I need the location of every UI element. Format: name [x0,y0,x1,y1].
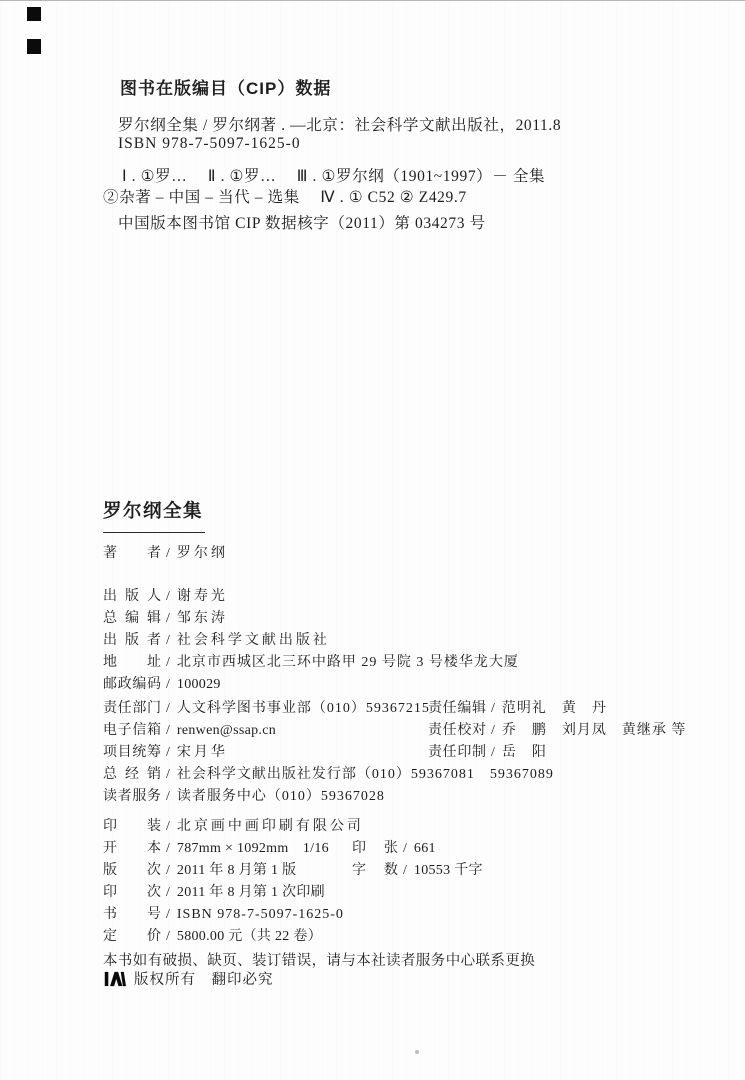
damage-replacement-notice: 本书如有破损、缺页、装订错误，请与本社读者服务中心联系更换 [103,953,536,969]
info-row-reader-service [103,786,723,808]
row-label: 书号 [103,907,161,922]
info-row-print-supervisor [428,742,547,764]
row-separator: / [166,677,170,692]
info-row-coordinator [103,742,723,764]
row-label: 总编辑 [103,611,161,626]
copyright-text: 版权所有 翻印必究 [134,972,274,988]
row-label: 责任校对 [428,723,486,738]
row-separator: / [166,546,170,561]
row-label: 出版人 [103,589,161,604]
row-value: 661 [413,841,436,856]
row-label: 项目统筹 [103,745,161,760]
row-value: 北京市西城区北三环中路甲 29 号院 3 号楼华龙大厦 [176,655,519,670]
row-separator: / [166,611,170,626]
row-value: 社会科学文献出版社发行部（010）59367081 59367089 [176,767,554,782]
row-label: 著者 [103,546,161,561]
publisher-colophon-logo-icon [103,971,126,987]
row-value: 谢寿光 [176,589,228,604]
info-row-impression [103,882,723,904]
row-separator: / [166,655,170,670]
info-row-distributor [103,764,723,786]
row-value: 2011 年 8 月第 1 版 [176,863,297,878]
row-separator: / [491,745,495,760]
cip-classification-line-1: Ⅰ . ①罗… Ⅱ . ①罗… Ⅲ . ①罗尔纲（1901~1997）－ 全集 [122,168,546,185]
row-separator: / [403,841,407,856]
row-separator: / [166,863,170,878]
row-label: 电子信箱 [103,723,161,738]
row-value: 10553 千字 [413,863,483,878]
row-label: 印张 [352,841,398,856]
row-separator: / [166,723,170,738]
row-value: 社会科学文献出版社 [176,633,330,648]
info-row-proofreader [428,720,686,742]
info-row-editor [428,698,607,720]
row-label: 印次 [103,885,161,900]
row-separator: / [166,907,170,922]
cip-record-number-line: 中国版本图书馆 CIP 数据核字（2011）第 034273 号 [118,215,486,232]
row-value: 人文科学图书事业部（010）59367215 [176,701,430,716]
scan-speck [415,1050,419,1054]
cip-classification-line-2: ②杂著 – 中国 – 当代 – 选集 Ⅳ . ① C52 ② Z429.7 [103,189,467,206]
row-label: 地址 [103,655,161,670]
info-row-email [103,720,723,742]
printing-section [103,816,723,948]
row-separator: / [491,701,495,716]
row-separator: / [166,841,170,856]
row-separator: / [166,767,170,782]
row-label: 总经销 [103,767,161,782]
copyright-line [103,968,274,989]
row-separator: / [166,789,170,804]
author-section [103,543,723,565]
info-row-edition [103,860,723,882]
row-separator: / [491,723,495,738]
responsibility-section [103,698,723,808]
row-label: 版次 [103,863,161,878]
info-row-department [103,698,723,720]
book-title: 罗尔纲全集 [103,497,205,533]
row-value: 5800.00 元（共 22 卷） [176,929,322,944]
publisher-section [103,586,723,696]
row-separator: / [166,929,170,944]
info-row-chief-editor [103,608,723,630]
row-separator: / [166,701,170,716]
row-separator: / [403,863,407,878]
row-value: 100029 [176,677,221,692]
row-separator: / [166,819,170,834]
row-value: 范明礼 黄 丹 [501,701,607,716]
row-label: 责任印制 [428,745,486,760]
scan-registration-mark [27,7,41,21]
info-row-printer [103,816,723,838]
scan-registration-mark [27,39,41,54]
row-value: 787mm × 1092mm 1/16 [176,841,329,856]
row-value: 罗尔纲 [176,546,228,561]
row-separator: / [166,885,170,900]
row-value: 读者服务中心（010）59367028 [176,789,385,804]
row-value: 岳 阳 [501,745,547,760]
row-value: 邹东涛 [176,611,228,626]
row-label: 责任部门 [103,701,161,716]
row-separator: / [166,745,170,760]
info-row-publisher-person [103,586,723,608]
cip-bibliographic-line: 罗尔纲全集 / 罗尔纲著 . —北京：社会科学文献出版社，2011.8 [118,117,562,134]
row-separator: / [166,589,170,604]
row-value: 北京画中画印刷有限公司 [176,819,364,834]
row-label: 读者服务 [103,789,161,804]
row-label: 定价 [103,929,161,944]
info-row-word-count [352,860,483,882]
info-row-isbn [103,904,723,926]
info-row-publisher [103,630,723,652]
row-value: ISBN 978-7-5097-1625-0 [176,907,344,922]
info-row-author [103,543,723,565]
info-row-postcode [103,674,723,696]
row-label: 印装 [103,819,161,834]
row-label: 出版者 [103,633,161,648]
row-value: renwen@ssap.cn [176,723,277,738]
cip-heading: 图书在版编目（CIP）数据 [120,79,332,98]
row-value: 宋月华 [176,745,228,760]
row-label: 邮政编码 [103,677,161,692]
row-label: 字数 [352,863,398,878]
info-row-sheets [352,838,436,860]
row-label: 开本 [103,841,161,856]
info-row-address [103,652,723,674]
row-separator: / [166,633,170,648]
row-value: 乔 鹏 刘月凤 黄继承 等 [501,723,687,738]
info-row-price [103,926,723,948]
cip-isbn-line: ISBN 978-7-5097-1625-0 [118,135,301,152]
row-label: 责任编辑 [428,701,486,716]
info-row-format [103,838,723,860]
row-value: 2011 年 8 月第 1 次印刷 [176,885,325,900]
